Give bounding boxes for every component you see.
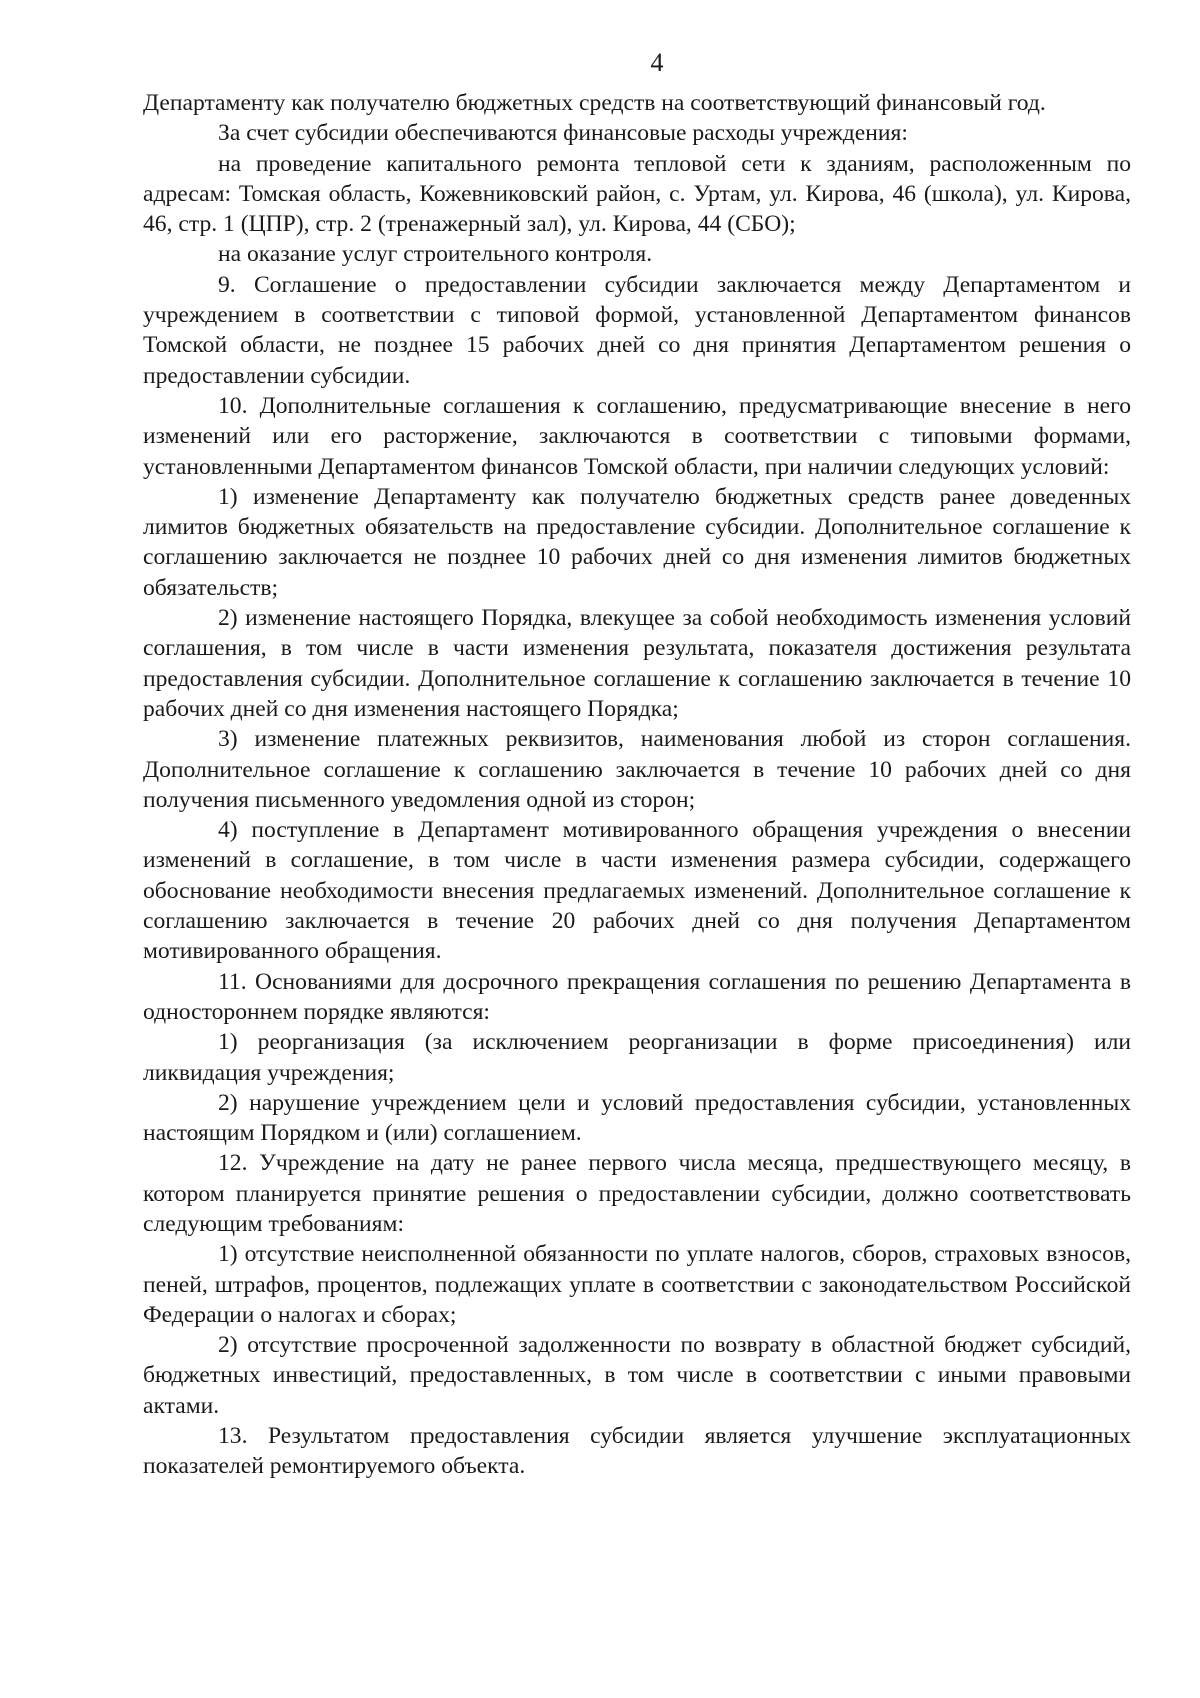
paragraph-continuation: Департаменту как получателю бюджетных средств на соответствующий финансовый год. xyxy=(143,90,1046,116)
page-number: 4 xyxy=(650,48,664,77)
paragraph-clause-12-item-1: 1) отсутствие неисполненной обязанности по уплате налогов, сборов, страховых взносов, пеней, штрафов, процентов, подлежащих уплате в соответствии с законодательством Российской Федерации о налогах и сборах; xyxy=(143,1241,1131,1328)
paragraph-clause-13: 13. Результатом предоставления субсидии является улучшение эксплуатационных показателей ремонтируемого объекта. xyxy=(143,1423,1131,1480)
paragraph-subsidy-expenses: За счет субсидии обеспечиваются финансовые расходы учреждения: xyxy=(218,120,908,147)
document-page xyxy=(143,48,1131,1482)
paragraph-construction-control: на оказание услуг строительного контроля. xyxy=(218,241,653,268)
paragraph-clause-10-item-1: 1) изменение Департаменту как получателю бюджетных средств ранее доведенных лимитов бюджетных обязательств на предоставление субсидии. Дополнительное соглашение к соглашению заключается не позднее 10 рабочих дней со дня изменения лимитов бюджетных обязательств; xyxy=(143,483,1131,601)
paragraph-clause-12-item-2: 2) отсутствие просроченной задолженности по возврату в областной бюджет субсидий, бюджетных инвестиций, предоставленных, в том числе в соответствии с иными правовыми актами. xyxy=(143,1332,1131,1419)
paragraph-clause-10-item-3: 3) изменение платежных реквизитов, наименования любой из сторон соглашения. Дополнительное соглашение к соглашению заключается в течение 10 рабочих дней со дня получения письменного уведомления одной из сторон; xyxy=(143,726,1131,813)
paragraph-clause-10-item-4: 4) поступление в Департамент мотивированного обращения учреждения о внесении изменений в соглашение, в том числе в части изменения размера субсидии, содержащего обоснование необходимости внесения предлагаемых изменений. Дополнительное соглашение к соглашению заключается в течение 20 рабочих дней со дня получения Департаментом мотивированного обращения. xyxy=(143,817,1131,965)
paragraph-clause-11-item-2: 2) нарушение учреждением цели и условий предоставления субсидии, установленных настоящим Порядком и (или) соглашением. xyxy=(143,1089,1131,1147)
paragraph-clause-12: 12. Учреждение на дату не ранее первого числа месяца, предшествующего месяцу, в котором планируется принятие решения о предоставлении субсидии, должно соответствовать следующим требованиям: xyxy=(143,1150,1131,1237)
paragraph-clause-10: 10. Дополнительные соглашения к соглашению, предусматривающие внесение в него изменений или его расторжение, заключаются в соответствии с типовыми формами, установленными Департаментом финансов Томской области, при наличии следующих условий: xyxy=(143,392,1131,480)
paragraph-clause-11-item-1: 1) реорганизация (за исключением реорганизации в форме присоединения) или ликвидация учреждения; xyxy=(143,1029,1131,1086)
paragraph-clause-10-item-2: 2) изменение настоящего Порядка, влекущее за собой необходимость изменения условий соглашения, в том числе в части изменения результата, показателя достижения результата предоставления субсидии. Дополнительное соглашение к соглашению заключается в течение 10 рабочих дней со дня изменения настоящего Порядка; xyxy=(143,605,1131,722)
paragraph-clause-9: 9. Соглашение о предоставлении субсидии заключается между Департаментом и учреждением в соответствии с типовой формой, установленной Департаментом финансов Томской области, не позднее 15 рабочих дней со дня принятия Департаментом решения о предоставлении субсидии. xyxy=(143,271,1131,389)
paragraph-clause-11: 11. Основаниями для досрочного прекращения соглашения по решению Департамента в одностороннем порядке являются: xyxy=(143,968,1131,1025)
paragraph-capital-repair: на проведение капитального ремонта тепловой сети к зданиям, расположенным по адресам: Томская область, Кожевниковский район, с. Уртам, ул. Кирова, 46 (школа), ул. Кирова, 46, стр. 1 (ЦПР), стр. 2 (тренажерный зал), ул. Кирова, 44 (СБО); xyxy=(143,150,1131,238)
